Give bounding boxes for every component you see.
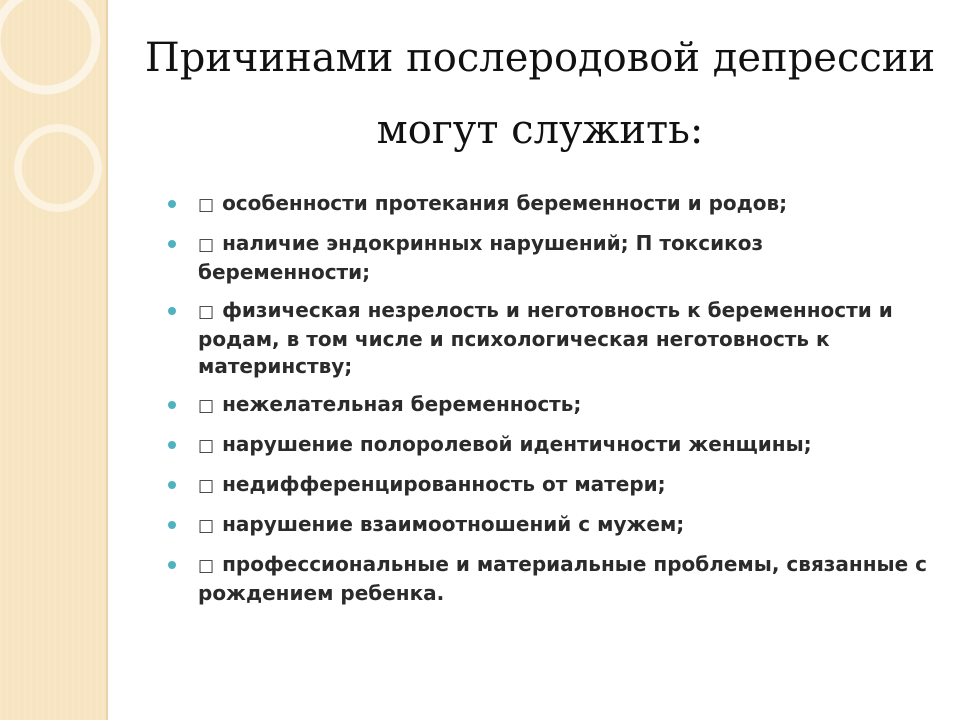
list-item-text: нежелательная беременность;	[222, 392, 582, 416]
title-line-2: могут служить:	[376, 107, 704, 153]
list-item	[168, 230, 938, 286]
small-ring	[18, 128, 98, 208]
bullet-dot-icon	[168, 240, 176, 248]
list-item-text: нарушение взаимоотношений с мужем;	[222, 512, 685, 536]
list-item	[168, 297, 938, 380]
decorative-rings	[0, 0, 140, 260]
list-item	[168, 190, 938, 219]
list-item-text: нарушение полоролевой идентичности женщины;	[222, 432, 812, 456]
bullet-dot-icon	[168, 441, 176, 449]
list-item-text: наличие эндокринных нарушений; П токсикоз беременности;	[198, 231, 764, 284]
checkbox-glyph: □	[198, 195, 215, 215]
checkbox-glyph: □	[198, 235, 215, 255]
list-item-text: профессиональные и материальные проблемы, связанные с рождением ребенка.	[198, 552, 928, 605]
bullet-dot-icon	[168, 561, 176, 569]
title-line-1: Причинами послеродовой депрессии	[144, 35, 936, 81]
causes-list	[168, 190, 938, 618]
checkbox-glyph: □	[198, 556, 215, 576]
list-item-text: физическая незрелость и неготовность к беременности и родам, в том числе и психологическая неготовность к материнству;	[198, 298, 893, 378]
bullet-dot-icon	[168, 200, 176, 208]
list-item	[168, 551, 938, 607]
list-item	[168, 471, 938, 500]
bullet-dot-icon	[168, 481, 176, 489]
bullet-dot-icon	[168, 401, 176, 409]
list-item-text: особенности протекания беременности и родов;	[222, 191, 788, 215]
checkbox-glyph: □	[198, 436, 215, 456]
list-item	[168, 431, 938, 460]
bullet-dot-icon	[168, 521, 176, 529]
bullet-dot-icon	[168, 307, 176, 315]
slide-title	[140, 22, 940, 166]
list-item-text: недифференцированность от матери;	[222, 472, 666, 496]
checkbox-glyph: □	[198, 302, 215, 322]
list-item	[168, 511, 938, 540]
list-item	[168, 391, 938, 420]
checkbox-glyph: □	[198, 396, 215, 416]
checkbox-glyph: □	[198, 516, 215, 536]
large-ring	[0, 0, 96, 90]
checkbox-glyph: □	[198, 476, 215, 496]
